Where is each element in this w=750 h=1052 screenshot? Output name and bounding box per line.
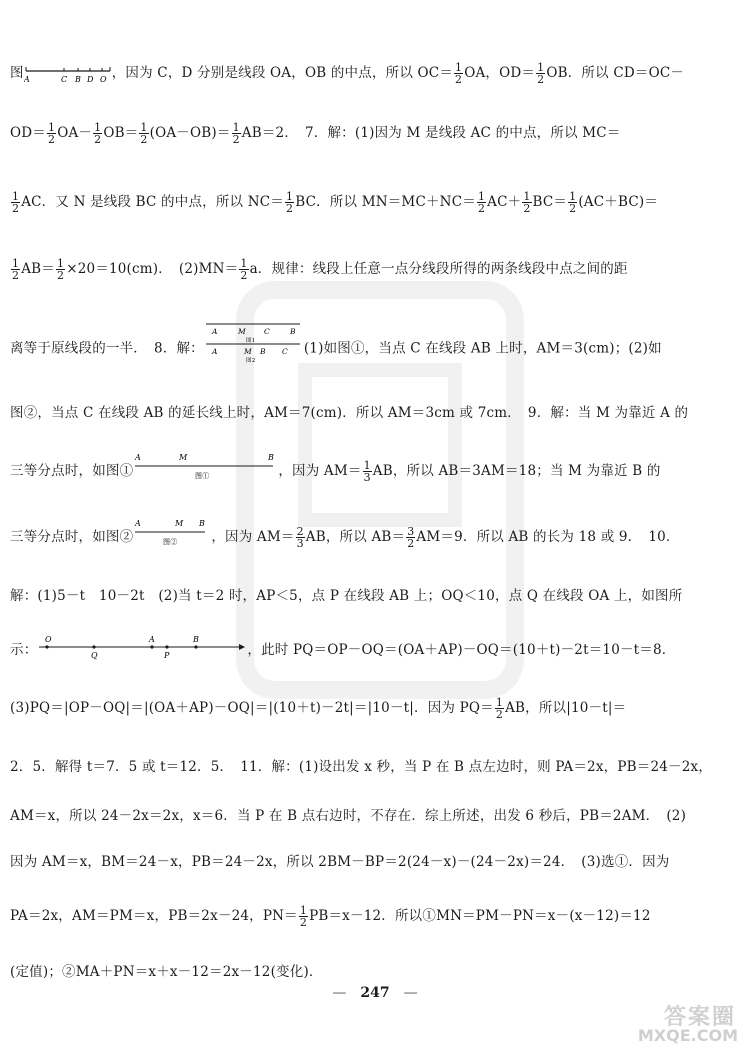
fig-label: M xyxy=(175,518,184,528)
text-line-5: 离等于原线段的一半． 8．解： A M C B 图1 A M B C 图2 (1)如图①，当点 C 在线段 AB 上时，AM＝3(cm)；(2)如 xyxy=(10,334,742,364)
fig-label: B xyxy=(199,518,206,528)
fraction: $\frac{1}{2}$ xyxy=(12,190,20,215)
text-line-6: 图②，当点 C 在线段 AB 的延长线上时，AM＝7(cm)．所以 AM＝3cm 或 7cm． 9．解：当 M 为靠近 A 的 xyxy=(10,405,689,421)
text-line-11: (3)PQ＝|OP－OQ|＝|(OA＋AP)－OQ|＝|(10＋t)－2t|＝|10－t|．因为 PQ＝ $\frac{1}{2}$ AB，所以|10－t|＝ xyxy=(10,696,627,721)
segment-figure-oa-ob xyxy=(24,63,112,85)
text-line-7: 三等分点时，如图① A M B 图① ，因为 AM＝ $\frac{1}{3}$ AB，所以 AB＝3AM＝18；当 M 为靠近 B 的 xyxy=(10,452,661,484)
text-line-13: AM＝x，所以 24－2x＝2x，x＝6．当 P 在 B 点右边时，不存在．综上所述，出发 6 秒后，PB＝2AM． (2) xyxy=(10,808,687,824)
text-line-4: $\frac{1}{2}$ AB＝ $\frac{1}{2}$ ×20＝10(cm)． (2)MN＝ $\frac{1}{2}$ a．规律：线段上任意一点分线段所得的两条线段中点之间的距 xyxy=(12,257,628,282)
fig-label: C xyxy=(281,347,288,356)
fig-label: B xyxy=(193,634,200,644)
fraction: $\frac{1}{2}$ xyxy=(56,257,65,282)
watermark-site: MXQE.COM xyxy=(637,1026,738,1045)
fraction: $\frac{1}{2}$ xyxy=(240,257,248,282)
fig-label: A xyxy=(211,347,218,356)
fraction: $\frac{1}{2}$ xyxy=(477,190,486,215)
fig-label: C xyxy=(60,74,68,84)
fig-label: B xyxy=(259,347,266,356)
fraction: $\frac{1}{2}$ xyxy=(140,121,148,146)
fraction: $\frac{1}{2}$ xyxy=(12,257,20,282)
fig-label: A xyxy=(23,74,30,84)
fig-label: O xyxy=(99,74,107,84)
q9-figure-2 xyxy=(133,518,211,548)
fraction: $\frac{1}{2}$ xyxy=(495,696,504,721)
fig-label: A xyxy=(211,327,218,336)
fig-label: C xyxy=(263,327,270,336)
fig-label: B xyxy=(268,452,275,462)
text-line-2: OD＝ $\frac{1}{2}$ OA－ $\frac{1}{2}$ OB＝ $\frac{1}{2}$ (OA－OB)＝ $\frac{1}{2}$ AB＝2． 7．解：(1)因为 M 是线段 AC 的中点，所以 MC＝ xyxy=(10,121,621,146)
fraction: $\frac{2}{3}$ xyxy=(296,525,304,550)
text-line-3: $\frac{1}{2}$ AC．又 N 是线段 BC 的中点，所以 NC＝ $\frac{1}{2}$ BC．所以 MN＝MC＋NC＝ $\frac{1}{2}$ AC＋ $\frac{1}{2}$ BC＝ $\frac{1}{2}$ (AC＋BC)＝ xyxy=(12,190,659,215)
fraction: $\frac{1}{2}$ xyxy=(537,61,545,86)
fraction: $\frac{1}{2}$ xyxy=(48,121,56,146)
text-line-8: 三等分点时，如图② A M B 图② ，因为 AM＝ $\frac{2}{3}$ AB，所以 AB＝ $\frac{3}{2}$ AM＝9．所以 AB 的长为 18 或 9． 10． xyxy=(10,518,680,550)
text-line-14: 因为 AM＝x，BM＝24－x，PB＝24－2x，所以 2BM－BP＝2(24－x)－(24－2x)＝24． (3)选①．因为 xyxy=(10,854,670,870)
fig-label: M xyxy=(243,347,252,356)
fig-label: O xyxy=(45,634,53,644)
text-line-16: (定值)；②MA＋PN＝x＋x－12＝2x－12(变化)． xyxy=(10,964,323,980)
q10-number-line xyxy=(37,633,247,661)
text-line-15: PA＝2x，AM＝PM＝x，PB＝2x－24，PN＝ $\frac{1}{2}$ PB＝x－12．所以①MN＝PM－PN＝x－(x－12)＝12 xyxy=(10,904,651,929)
fig-label: M xyxy=(179,452,188,462)
fig-label: A xyxy=(135,452,142,462)
fraction: $\frac{1}{2}$ xyxy=(232,121,240,146)
fraction: $\frac{1}{2}$ xyxy=(455,61,463,86)
fraction: $\frac{1}{2}$ xyxy=(523,190,531,215)
fig-label: P xyxy=(164,650,170,660)
fig-label: B xyxy=(74,74,81,84)
fraction: $\frac{3}{2}$ xyxy=(407,525,415,550)
fraction: $\frac{1}{2}$ xyxy=(286,190,294,215)
fig-label: A xyxy=(149,634,156,644)
site-watermark xyxy=(594,1000,744,1048)
fraction: $\frac{1}{2}$ xyxy=(94,121,102,146)
fig-caption: 图① xyxy=(195,471,210,480)
page-number: — 247 — xyxy=(332,985,418,1001)
fig-caption: 图2 xyxy=(245,358,256,364)
fraction: $\frac{1}{2}$ xyxy=(299,904,308,929)
fig-caption: 图② xyxy=(163,537,178,546)
text-line-1: 图 A C B D O ，因为 C，D 分别是线段 OA，OB 的中点，所以 OC＝ $\frac{1}{2}$ OA，OD＝ $\frac{1}{2}$ OB．所以 CD＝OC－ xyxy=(10,61,685,86)
fig-label: D xyxy=(86,74,94,84)
watermark-brand: 答案圈 xyxy=(663,1004,736,1030)
fig-caption: 图1 xyxy=(245,338,256,344)
fig-label: M xyxy=(237,327,246,336)
fig-label: A xyxy=(135,518,142,528)
fig-label: Q xyxy=(91,650,99,660)
fig-label: B xyxy=(289,327,296,336)
q9-figure-1 xyxy=(133,452,278,482)
text-line-10: 示： O A B Q P ，此时 PQ＝OP－OQ＝(OA＋AP)－OQ＝(10＋t)－2t＝10－t＝8． xyxy=(10,634,676,660)
text-line-9: 解：(1)5－t 10－2t (2)当 t＝2 时，AP＜5，点 P 在线段 AB 上；OQ＜10，点 Q 在线段 OA 上，如图所 xyxy=(10,588,683,604)
text-line-12: 2．5．解得 t＝7．5 或 t＝12．5． 11．解：(1)设出发 x 秒，当 P 在 B 点左边时，则 PA＝2x，PB＝24－2x， xyxy=(10,759,713,775)
fraction: $\frac{1}{3}$ xyxy=(363,459,371,484)
q8-segment-figures xyxy=(204,320,304,364)
fraction: $\frac{1}{2}$ xyxy=(569,190,577,215)
